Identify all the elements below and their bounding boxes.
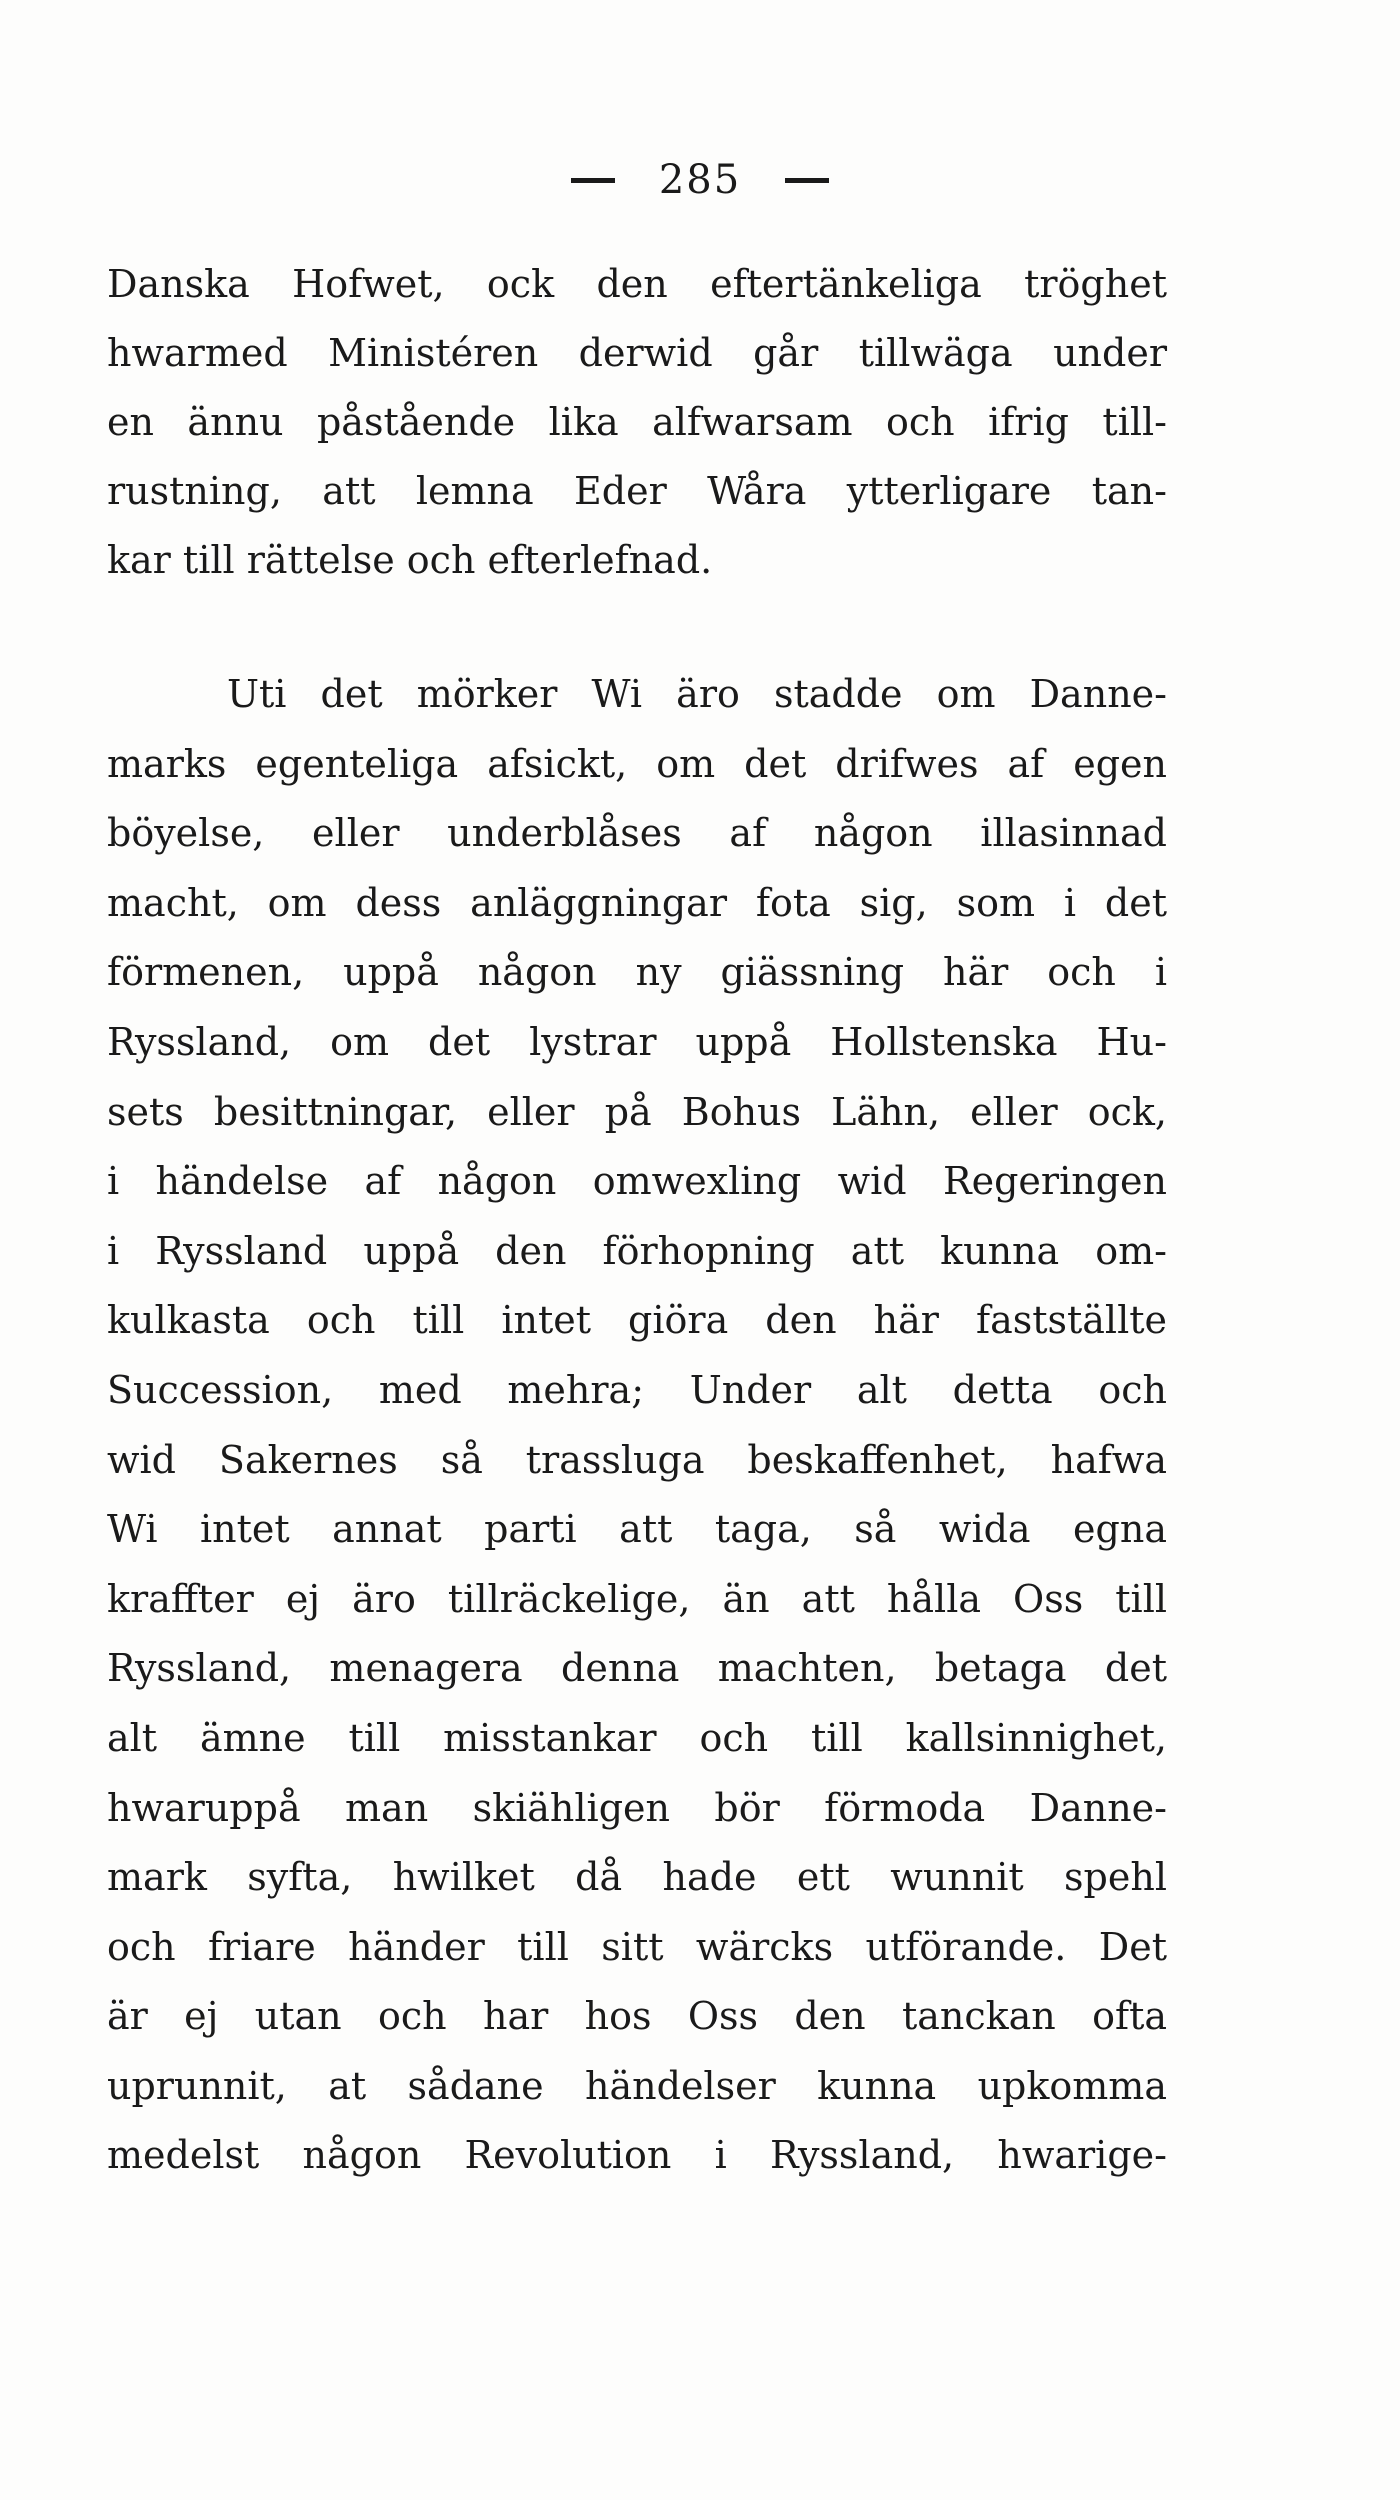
- text-line: kraffter ej äro tillräckelige, än att hålla Oss till: [107, 1576, 1167, 1621]
- text-line: hwaruppå man skiähligen bör förmoda Danne-: [107, 1785, 1167, 1830]
- text-line: macht, om dess anläggningar fota sig, som i det: [107, 880, 1167, 925]
- text-line: uprunnit, at sådane händelser kunna upkomma: [107, 2063, 1167, 2108]
- text-line: rustning, att lemna Eder Wåra ytterligare tan-: [107, 469, 1167, 513]
- text-line: medelst någon Revolution i Ryssland, hwarige-: [107, 2133, 1167, 2178]
- header-dash-right: [785, 178, 829, 183]
- text-line: är ej utan och har hos Oss den tanckan ofta: [107, 1994, 1167, 2039]
- text-line: Ryssland, menagera denna machten, betaga det: [107, 1646, 1167, 1691]
- text-line: Succession, med mehra; Under alt detta och: [107, 1367, 1167, 1412]
- page-header: [0, 150, 1400, 210]
- header-dash-left: [571, 178, 615, 183]
- text-line: sets besittningar, eller på Bohus Lähn, eller ock,: [107, 1089, 1167, 1134]
- paragraph-1: [107, 250, 1167, 595]
- text-line: i händelse af någon omwexling wid Regeringen: [107, 1159, 1167, 1204]
- text-line: Danska Hofwet, ock den eftertänkeliga tröghet: [107, 262, 1167, 306]
- text-line: förmenen, uppå någon ny giässning här och i: [107, 950, 1167, 995]
- text-line: i Ryssland uppå den förhopning att kunna om-: [107, 1228, 1167, 1273]
- text-line: Ryssland, om det lystrar uppå Hollstenska Hu-: [107, 1019, 1167, 1064]
- text-line: mark syfta, hwilket då hade ett wunnit spehl: [107, 1855, 1167, 1900]
- text-line: marks egenteliga afsickt, om det drifwes af egen: [107, 741, 1167, 786]
- text-line: böyelse, eller underblåses af någon illasinnad: [107, 811, 1167, 856]
- text-line: och friare händer till sitt wärcks utförande. Det: [107, 1924, 1167, 1969]
- text-line: hwarmed Ministéren derwid går tillwäga under: [107, 331, 1167, 375]
- page-number: 285: [658, 157, 742, 203]
- text-line: kar till rättelse och efterlefnad.: [107, 538, 713, 582]
- text-line: alt ämne till misstankar och till kallsinnighet,: [107, 1715, 1167, 1760]
- text-line: Wi intet annat parti att taga, så wida egna: [107, 1507, 1167, 1552]
- text-line: kulkasta och till intet giöra den här fastställte: [107, 1298, 1167, 1343]
- text-line: wid Sakernes så trassluga beskaffenhet, hafwa: [107, 1437, 1167, 1482]
- text-line: en ännu påstående lika alfwarsam och ifrig till-: [107, 400, 1167, 444]
- paragraph-2: [107, 660, 1167, 2191]
- text-line: Uti det mörker Wi äro stadde om Danne-: [227, 672, 1167, 716]
